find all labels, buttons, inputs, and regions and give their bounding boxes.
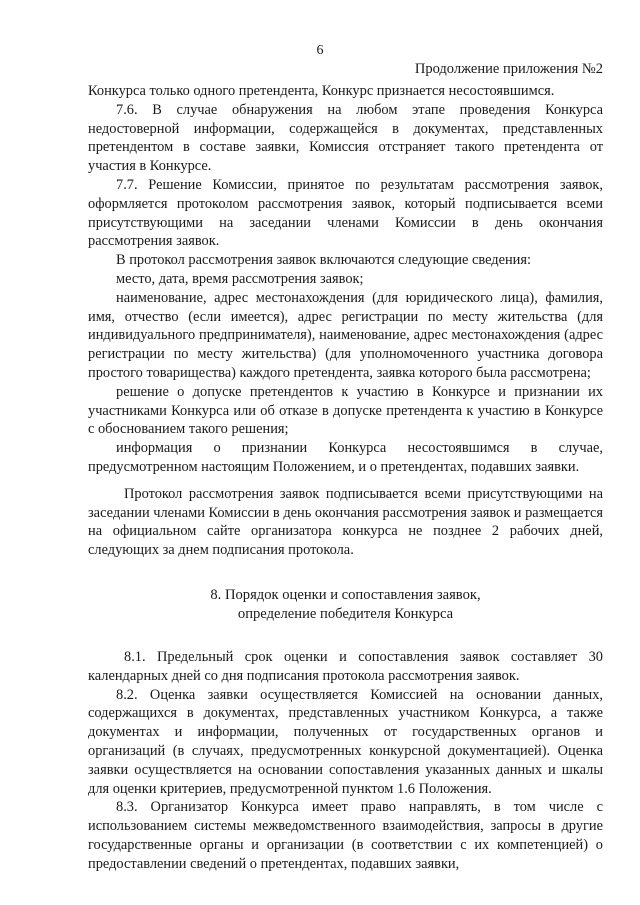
section-heading-line: определение победителя Конкурса: [237, 605, 454, 622]
list-item: решение о допуске претендентов к участию в Конкурсе и признании их участниками Конкурса или об отказе в допуске претендента к участию в Конкурсе с обоснованием такого решения;: [88, 383, 603, 438]
section-heading-line: 8. Порядок оценки и сопоставления заявок,: [210, 586, 481, 603]
document-body: [88, 82, 603, 873]
paragraph: Конкурса только одного претендента, Конкурс признается несостоявшимся.: [88, 83, 555, 99]
list-item: место, дата, время рассмотрения заявок;: [116, 270, 364, 287]
paragraph-7-7: 7.7. Решение Комиссии, принятое по результатам рассмотрения заявок, оформляется протоколом рассмотрения заявок, который подписывается всеми присутствующими на заседании членами Комиссии в день окончания рассмотрения заявок.: [88, 176, 603, 250]
paragraph-8-2: 8.2. Оценка заявки осуществляется Комиссией на основании данных, содержащихся в документах, представленных участником Конкурса, а также документах и информации, полученных от государственных органов и организаций (в случаях, предусмотренных конкурсной документацией). Оценка заявки осуществляется на основании сопоставления указанных данных и шкалы для оценки критериев, предусмотренной пунктом 1.6 Положения.: [88, 686, 603, 797]
paragraph-7-6: 7.6. В случае обнаружения на любом этапе проведения Конкурса недостоверной информации, содержащейся в документах, представленных претендентом в составе заявки, Комиссия отстраняет такого претендента от участия в Конкурсе.: [88, 101, 603, 175]
paragraph: В протокол рассмотрения заявок включаются следующие сведения:: [116, 252, 531, 269]
section-heading: [88, 586, 603, 624]
page-number: 6: [316, 43, 324, 58]
list-item: информация о признании Конкурса несостоявшимся в случае, предусмотренном настоящим Положением, и о претендентах, подавших заявки.: [88, 440, 603, 475]
appendix-label: Продолжение приложения №2: [414, 61, 603, 77]
list-item: наименование, адрес местонахождения (для юридического лица), фамилия, имя, отчество (если имеется), адрес регистрации по месту жительства (для индивидуального предпринимателя), наименование, адрес местонахождения (адрес регистрации по месту жительства) (для уполномоченного участника договора простого товарищества) каждого претендента, заявка которого была рассмотрена;: [88, 289, 603, 381]
paragraph-8-3: 8.3. Организатор Конкурса имеет право направлять, в том числе с использованием системы межведомственного взаимодействия, запросы в другие государственные органы и организации (в соответствии с их компетенцией) о предоставлении сведений о претендентах, подавших заявки,: [88, 799, 603, 872]
paragraph: Протокол рассмотрения заявок подписывается всеми присутствующими на заседании членами Комиссии в день окончания рассмотрения заявок и размещается на официальном сайте организатора конкурса не позднее 2 рабочих дней, следующих за днем подписания протокола.: [88, 485, 603, 559]
paragraph-8-1: 8.1. Предельный срок оценки и сопоставления заявок составляет 30 календарных дней со дня подписания протокола рассмотрения заявок.: [88, 648, 603, 684]
